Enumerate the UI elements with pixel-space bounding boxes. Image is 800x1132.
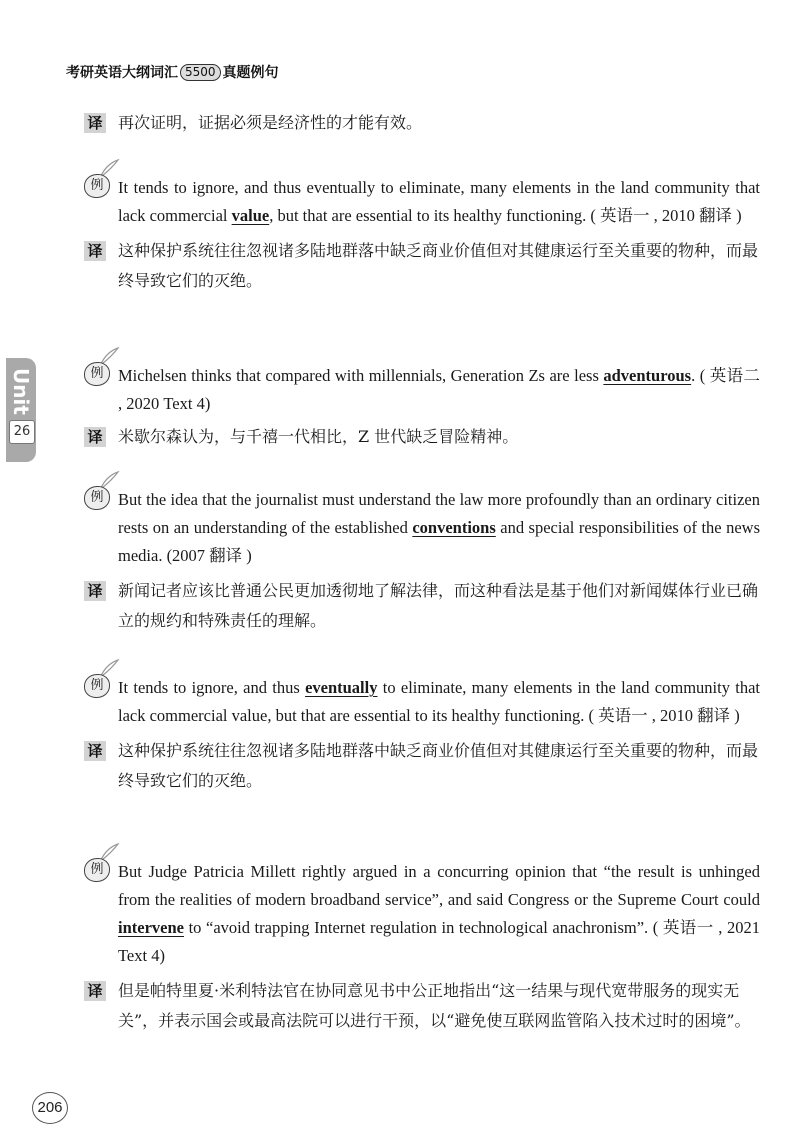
page-header: [66, 62, 279, 82]
translation-text: 再次证明，证据必须是经济性的才能有效。: [118, 113, 423, 132]
unit-label: Unit: [9, 368, 33, 415]
example-icon: 例: [84, 174, 110, 198]
example-text-after: , but that are essential to its healthy functioning. ( 英语一 , 2010 翻译 ): [269, 206, 742, 225]
translation-text: 米歇尔森认为，与千禧一代相比，Z 世代缺乏冒险精神。: [118, 427, 519, 446]
translation-icon: 译: [84, 981, 106, 1001]
example-row: [84, 486, 760, 570]
translation-text: 但是帕特里夏·米利特法官在协同意见书中公正地指出“这一结果与现代宽带服务的现实无关”，并表示国会或最高法院可以进行干预，以“避免使互联网监管陷入技术过时的困境”。: [118, 981, 751, 1030]
keyword: adventurous: [603, 366, 692, 385]
entry: [84, 486, 760, 636]
entry: [84, 674, 760, 796]
unit-side-tab: [6, 358, 36, 462]
entry: [84, 108, 760, 138]
example-row: [84, 674, 760, 730]
translation-text: 这种保护系统往往忽视诸多陆地群落中缺乏商业价值但对其健康运行至关重要的物种，而最终导致它们的灭绝。: [118, 241, 759, 290]
translation-row: [84, 736, 760, 796]
translation-icon: 译: [84, 581, 106, 601]
example-text-before: It tends to ignore, and thus eventually to eliminate, many elements in the land community that lack commercial: [118, 178, 760, 225]
example-text-before: But the idea that the journalist must understand the law more profoundly than an ordinary citizen rests on an understanding of the established: [118, 490, 760, 537]
header-title: 考研英语大纲词汇: [66, 65, 178, 81]
keyword: value: [231, 206, 270, 225]
keyword: eventually: [305, 678, 378, 697]
translation-icon: 译: [84, 113, 106, 133]
translation-text: 这种保护系统往往忽视诸多陆地群落中缺乏商业价值但对其健康运行至关重要的物种，而最终导致它们的灭绝。: [118, 741, 759, 790]
entry: [84, 174, 760, 296]
example-sentence: [118, 174, 760, 230]
example-sentence: [118, 486, 760, 570]
example-text-after: to “avoid trapping Internet regulation in technological anachronism”. ( 英语一 , 2021 Text 4): [118, 918, 760, 965]
example-sentence: [118, 858, 760, 970]
example-row: [84, 174, 760, 230]
translation-icon: 译: [84, 241, 106, 261]
example-icon: 例: [84, 362, 110, 386]
example-row: [84, 362, 760, 418]
header-badge: 5500: [180, 64, 221, 81]
translation-icon: 译: [84, 741, 106, 761]
example-text-before: Michelsen thinks that compared with millennials, Generation Zs are less: [118, 366, 604, 385]
header-subtitle: 真题例句: [222, 65, 279, 81]
page-number: 206: [32, 1092, 68, 1124]
example-icon: 例: [84, 486, 110, 510]
entry: [84, 858, 760, 1036]
example-text-before: But Judge Patricia Millett rightly argued in a concurring opinion that “the result is unhinged from the realities of modern broadband service”, and said Congress or the Supreme Court could: [118, 862, 760, 909]
example-text-before: It tends to ignore, and thus: [118, 678, 306, 697]
example-sentence: [118, 674, 760, 730]
translation-row: [84, 108, 760, 138]
keyword: intervene: [118, 918, 184, 937]
translation-row: [84, 976, 760, 1036]
example-text-after: and special responsibilities of the news media. (2007 翻译 ): [118, 518, 760, 565]
translation-row: [84, 422, 760, 452]
example-sentence: [118, 362, 760, 418]
example-text-after: . ( 英语二 , 2020 Text 4): [118, 366, 760, 413]
translation-row: [84, 236, 760, 296]
example-text-after: to eliminate, many elements in the land community that lack commercial value, but that are essential to its healthy functioning. ( 英语一 , 2010 翻译 ): [118, 678, 760, 725]
keyword: conventions: [412, 518, 496, 537]
entry: [84, 362, 760, 452]
unit-number: 26: [9, 420, 35, 444]
example-row: [84, 858, 760, 970]
translation-icon: 译: [84, 427, 106, 447]
example-icon: 例: [84, 858, 110, 882]
example-icon: 例: [84, 674, 110, 698]
translation-text: 新闻记者应该比普通公民更加透彻地了解法律，而这种看法是基于他们对新闻媒体行业已确立的规约和特殊责任的理解。: [118, 581, 759, 630]
translation-row: [84, 576, 760, 636]
